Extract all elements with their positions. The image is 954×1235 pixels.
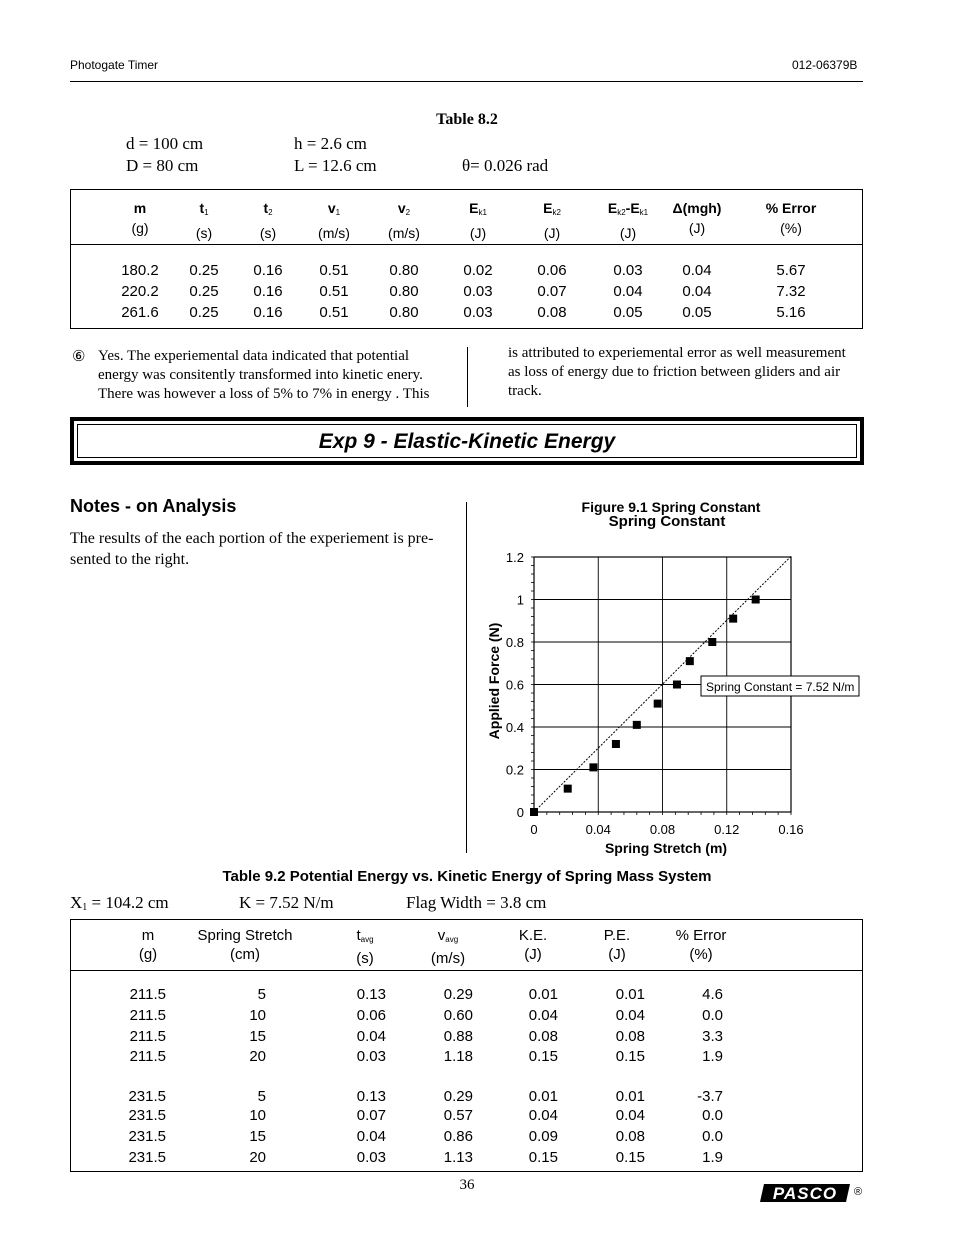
table-cell: 0.06 (356, 1007, 386, 1024)
column-header (185, 926, 305, 964)
param-k: K = 7.52 N/m (239, 893, 334, 912)
column-subscript: 2 (268, 208, 273, 217)
table-cell: 15 (249, 1128, 266, 1145)
column-unit: (J) (688, 220, 706, 236)
column-unit: (%) (780, 220, 802, 236)
data-point (589, 763, 597, 771)
data-point (673, 681, 681, 689)
column-subscript: avg (445, 935, 459, 944)
plot-area (506, 550, 859, 837)
annotation-text: Spring Constant = 7.52 N/m (706, 680, 855, 694)
running-header-title: Photogate Timer (70, 58, 159, 72)
paragraph-line: sented to the right. (70, 551, 190, 568)
table-cell: 0.02 (463, 262, 493, 279)
data-point (686, 657, 694, 665)
column-symbol: m (141, 927, 155, 944)
logo-wordmark: PASCO (772, 1184, 838, 1203)
column-divider (466, 502, 467, 853)
table-cell: 0.80 (389, 304, 419, 321)
param-x1-symbol: X (70, 893, 83, 912)
table-cell: 0.88 (443, 1028, 473, 1045)
x-tick-label: 0.16 (778, 822, 804, 837)
column-symbol: Δ(mgh) (672, 200, 722, 216)
table-cell: 231.5 (128, 1088, 166, 1105)
column-unit: (cm) (230, 946, 260, 963)
table-cell: 7.32 (776, 283, 806, 300)
table-cell: 1.9 (702, 1048, 723, 1065)
table-cell: 0.13 (356, 1088, 386, 1105)
x-tick-label: 0.12 (714, 822, 740, 837)
data-point (530, 808, 538, 816)
column-symbol: % Error (675, 927, 727, 944)
note-6-line: track. (508, 383, 542, 399)
column-unit: (J) (469, 225, 487, 241)
y-tick-label: 0.6 (505, 677, 524, 693)
table-cell: 0.04 (682, 262, 712, 279)
table-cell: 0.0 (702, 1107, 723, 1124)
column-unit: (J) (524, 946, 542, 963)
banner-inner-frame (77, 424, 857, 458)
table-8-2-title: Table 8.2 (436, 111, 498, 128)
table-cell: 1.18 (443, 1048, 473, 1065)
y-tick-label: 0.4 (505, 720, 524, 735)
table-cell: 0.25 (189, 304, 219, 321)
column-unit: (m/s) (318, 225, 350, 241)
column-unit: (s) (356, 950, 374, 967)
table-cell: 0.51 (319, 283, 349, 300)
param-theta: θ= 0.026 rad (462, 156, 549, 175)
table-cell: 0.08 (528, 1028, 558, 1045)
column-subscript: avg (360, 935, 374, 944)
column-symbol: % Error (765, 200, 817, 216)
column-divider (467, 347, 468, 407)
column-symbol: m (133, 200, 147, 216)
column-symbol: Spring Stretch (197, 927, 293, 944)
analysis-paragraph (70, 528, 445, 570)
table-cell: 0.04 (615, 1007, 645, 1024)
table-cell: 211.5 (129, 1007, 166, 1024)
table-cell: 1.9 (702, 1149, 723, 1166)
table-cell: 0.01 (615, 986, 645, 1003)
column-subscript: k2 (552, 208, 561, 217)
column-symbol: t (263, 200, 269, 216)
y-tick-label: 1.2 (505, 550, 524, 565)
table-cell: 0.05 (613, 304, 643, 321)
table-cell: 0.60 (443, 1007, 473, 1024)
table-cell: 0.25 (189, 262, 219, 279)
column-unit: (m/s) (430, 950, 466, 967)
table-cell: 0.25 (189, 283, 219, 300)
table-cell: 0.15 (615, 1149, 645, 1166)
y-tick-label: 0 (516, 805, 524, 820)
data-point (564, 785, 572, 793)
column-name (185, 926, 305, 945)
data-point (612, 740, 620, 748)
note-6-line: There was however a loss of 5% to 7% in energy . This (98, 386, 430, 402)
document-number: 012-06379B (792, 58, 858, 72)
column-subscript: k1 (639, 208, 649, 217)
column-name (647, 198, 747, 218)
column-symbol: v (327, 200, 336, 216)
x-tick-label: 0.08 (649, 822, 676, 837)
table-cell: 4.6 (702, 986, 723, 1003)
column-header (647, 198, 747, 238)
y-tick-label: 0.8 (505, 635, 524, 650)
table-cell: 0.08 (537, 304, 567, 321)
param-x1-subscript: 1 (82, 902, 88, 913)
column-name (741, 198, 841, 218)
table-cell: 0.51 (319, 304, 349, 321)
experiment-banner (70, 417, 864, 465)
table-cell: 5 (257, 986, 266, 1003)
table-cell: 0.29 (443, 986, 473, 1003)
table-cell: 231.5 (128, 1128, 166, 1145)
table-cell: 0.01 (615, 1088, 645, 1105)
x-tick-label: 0.04 (585, 822, 611, 837)
column-symbol: E (607, 200, 618, 216)
column-name (641, 926, 761, 945)
param-h: h = 2.6 cm (294, 134, 367, 153)
column-subscript: 1 (204, 208, 209, 217)
table-cell: 10 (249, 1007, 266, 1024)
table-cell: 211.5 (129, 986, 166, 1003)
column-subscript: k2 (617, 208, 626, 217)
chart-title: Spring Constant (608, 513, 726, 530)
column-subscript: 1 (335, 208, 341, 217)
column-unit: (J) (619, 225, 637, 241)
table-cell: 220.2 (121, 283, 159, 300)
column-unit: (%) (689, 946, 713, 963)
table-cell: 0.0 (702, 1007, 723, 1024)
table-cell: 0.04 (615, 1107, 645, 1124)
param-D: D = 80 cm (126, 156, 199, 175)
registered-mark: ® (854, 1186, 863, 1198)
table-cell: 0.01 (528, 986, 558, 1003)
column-symbol: E (469, 200, 479, 216)
table-cell: 15 (249, 1028, 266, 1045)
table-cell: 0.0 (702, 1128, 723, 1145)
table-cell: 0.03 (356, 1149, 386, 1166)
figure-label: Figure 9.1 Spring Constant (581, 499, 761, 515)
param-flag-width: Flag Width = 3.8 cm (406, 893, 547, 912)
param-x1-value: = 104.2 cm (87, 893, 169, 912)
column-symbol: P.E. (603, 927, 631, 944)
column-symbol: v (437, 927, 446, 944)
table-cell: 231.5 (128, 1107, 166, 1124)
paragraph-line: The results of the each portion of the experiement is pre- (70, 530, 434, 547)
table-cell: 0.15 (528, 1048, 558, 1065)
column-header (741, 198, 841, 238)
table-cell: 0.03 (613, 262, 643, 279)
column-subscript: k1 (478, 208, 487, 217)
column-subscript: 2 (405, 208, 411, 217)
table-cell: 20 (249, 1048, 266, 1065)
table-cell: 0.08 (615, 1028, 645, 1045)
table-cell: 0.04 (356, 1028, 386, 1045)
page-number: 36 (459, 1177, 475, 1193)
spring-constant-chart (470, 495, 870, 860)
table-cell: 5.67 (776, 262, 806, 279)
column-unit: (J) (608, 946, 626, 963)
column-unit: (m/s) (388, 225, 420, 241)
table-cell: 0.08 (615, 1128, 645, 1145)
column-unit: (g) (138, 946, 158, 963)
note-number-6: ⑥ (72, 349, 86, 365)
table-cell: 0.06 (537, 262, 567, 279)
note-6-line: Yes. The experiemental data indicated that potential (98, 348, 410, 364)
table-cell: 10 (249, 1107, 266, 1124)
table-cell: 0.15 (528, 1149, 558, 1166)
header-rule (70, 81, 863, 82)
table-cell: 0.03 (356, 1048, 386, 1065)
pasco-logo (758, 1180, 868, 1206)
column-symbol: v (397, 200, 406, 216)
table-cell: 0.04 (356, 1128, 386, 1145)
table-cell: 0.04 (528, 1107, 558, 1124)
section-heading: Notes - on Analysis (70, 496, 237, 516)
note-6-left-column (98, 347, 458, 404)
table-cell: 0.07 (537, 283, 567, 300)
data-point (654, 700, 662, 708)
column-unit: (J) (543, 225, 561, 241)
table-cell: 1.13 (443, 1149, 473, 1166)
data-point (633, 721, 641, 729)
note-6-line: is attributed to experiemental error as well measurement (508, 345, 846, 361)
table-9-2-header-rule (70, 970, 863, 971)
column-header (641, 926, 761, 964)
table-cell: 20 (249, 1149, 266, 1166)
table-cell: 0.05 (682, 304, 712, 321)
table-cell: 180.2 (121, 262, 159, 279)
table-cell: 0.01 (528, 1088, 558, 1105)
table-cell: 211.5 (129, 1028, 166, 1045)
table-cell: 0.80 (389, 283, 419, 300)
column-symbol-tail: -E (625, 200, 640, 216)
table-cell: 0.15 (615, 1048, 645, 1065)
table-cell: 0.13 (356, 986, 386, 1003)
table-cell: 0.04 (682, 283, 712, 300)
table-8-2-header-rule (70, 244, 863, 245)
table-9-2-title: Table 9.2 Potential Energy vs. Kinetic Energy of Spring Mass System (222, 868, 712, 885)
column-unit: (g) (131, 220, 149, 236)
param-L: L = 12.6 cm (294, 156, 377, 175)
table-cell: 231.5 (128, 1149, 166, 1166)
data-point (708, 638, 716, 646)
table-cell: 211.5 (129, 1048, 166, 1065)
table-cell: 5 (257, 1088, 266, 1105)
table-cell: 3.3 (702, 1028, 723, 1045)
y-tick-label: 0.2 (505, 762, 524, 778)
param-x1 (70, 893, 169, 913)
table-cell: 0.03 (463, 304, 493, 321)
y-tick-label: 1 (516, 592, 524, 608)
table-cell: 0.16 (253, 283, 283, 300)
table-cell: 0.16 (253, 304, 283, 321)
table-cell: 0.80 (389, 262, 419, 279)
table-cell: 261.6 (121, 304, 159, 321)
column-symbol: K.E. (518, 927, 548, 944)
table-cell: -3.7 (697, 1088, 723, 1105)
note-6-line: energy was consitently transformed into kinetic enery. (98, 367, 423, 383)
column-unit: (s) (259, 225, 277, 241)
table-cell: 0.04 (528, 1007, 558, 1024)
data-point (729, 615, 737, 623)
param-d: d = 100 cm (126, 134, 204, 153)
table-cell: 0.09 (528, 1128, 558, 1145)
table-cell: 0.29 (443, 1088, 473, 1105)
table-cell: 5.16 (776, 304, 806, 321)
table-cell: 0.03 (463, 283, 493, 300)
table-cell: 0.16 (253, 262, 283, 279)
x-tick-label: 0 (530, 822, 538, 837)
y-axis-label: Applied Force (N) (486, 622, 502, 740)
column-symbol: E (543, 200, 553, 216)
column-unit: (s) (195, 225, 213, 241)
note-6-right-column (508, 344, 868, 401)
column-symbol: t (356, 927, 361, 944)
table-cell: 0.57 (443, 1107, 473, 1124)
note-6-line: as loss of energy due to friction between gliders and air (508, 364, 841, 380)
experiment-title: Exp 9 - Elastic-Kinetic Energy (318, 430, 616, 453)
table-cell: 0.04 (613, 283, 643, 300)
x-axis-label: Spring Stretch (m) (604, 840, 728, 856)
data-point (752, 596, 760, 604)
table-cell: 0.86 (443, 1128, 473, 1145)
column-symbol: t (199, 200, 205, 216)
table-cell: 0.07 (356, 1107, 386, 1124)
table-cell: 0.51 (319, 262, 349, 279)
